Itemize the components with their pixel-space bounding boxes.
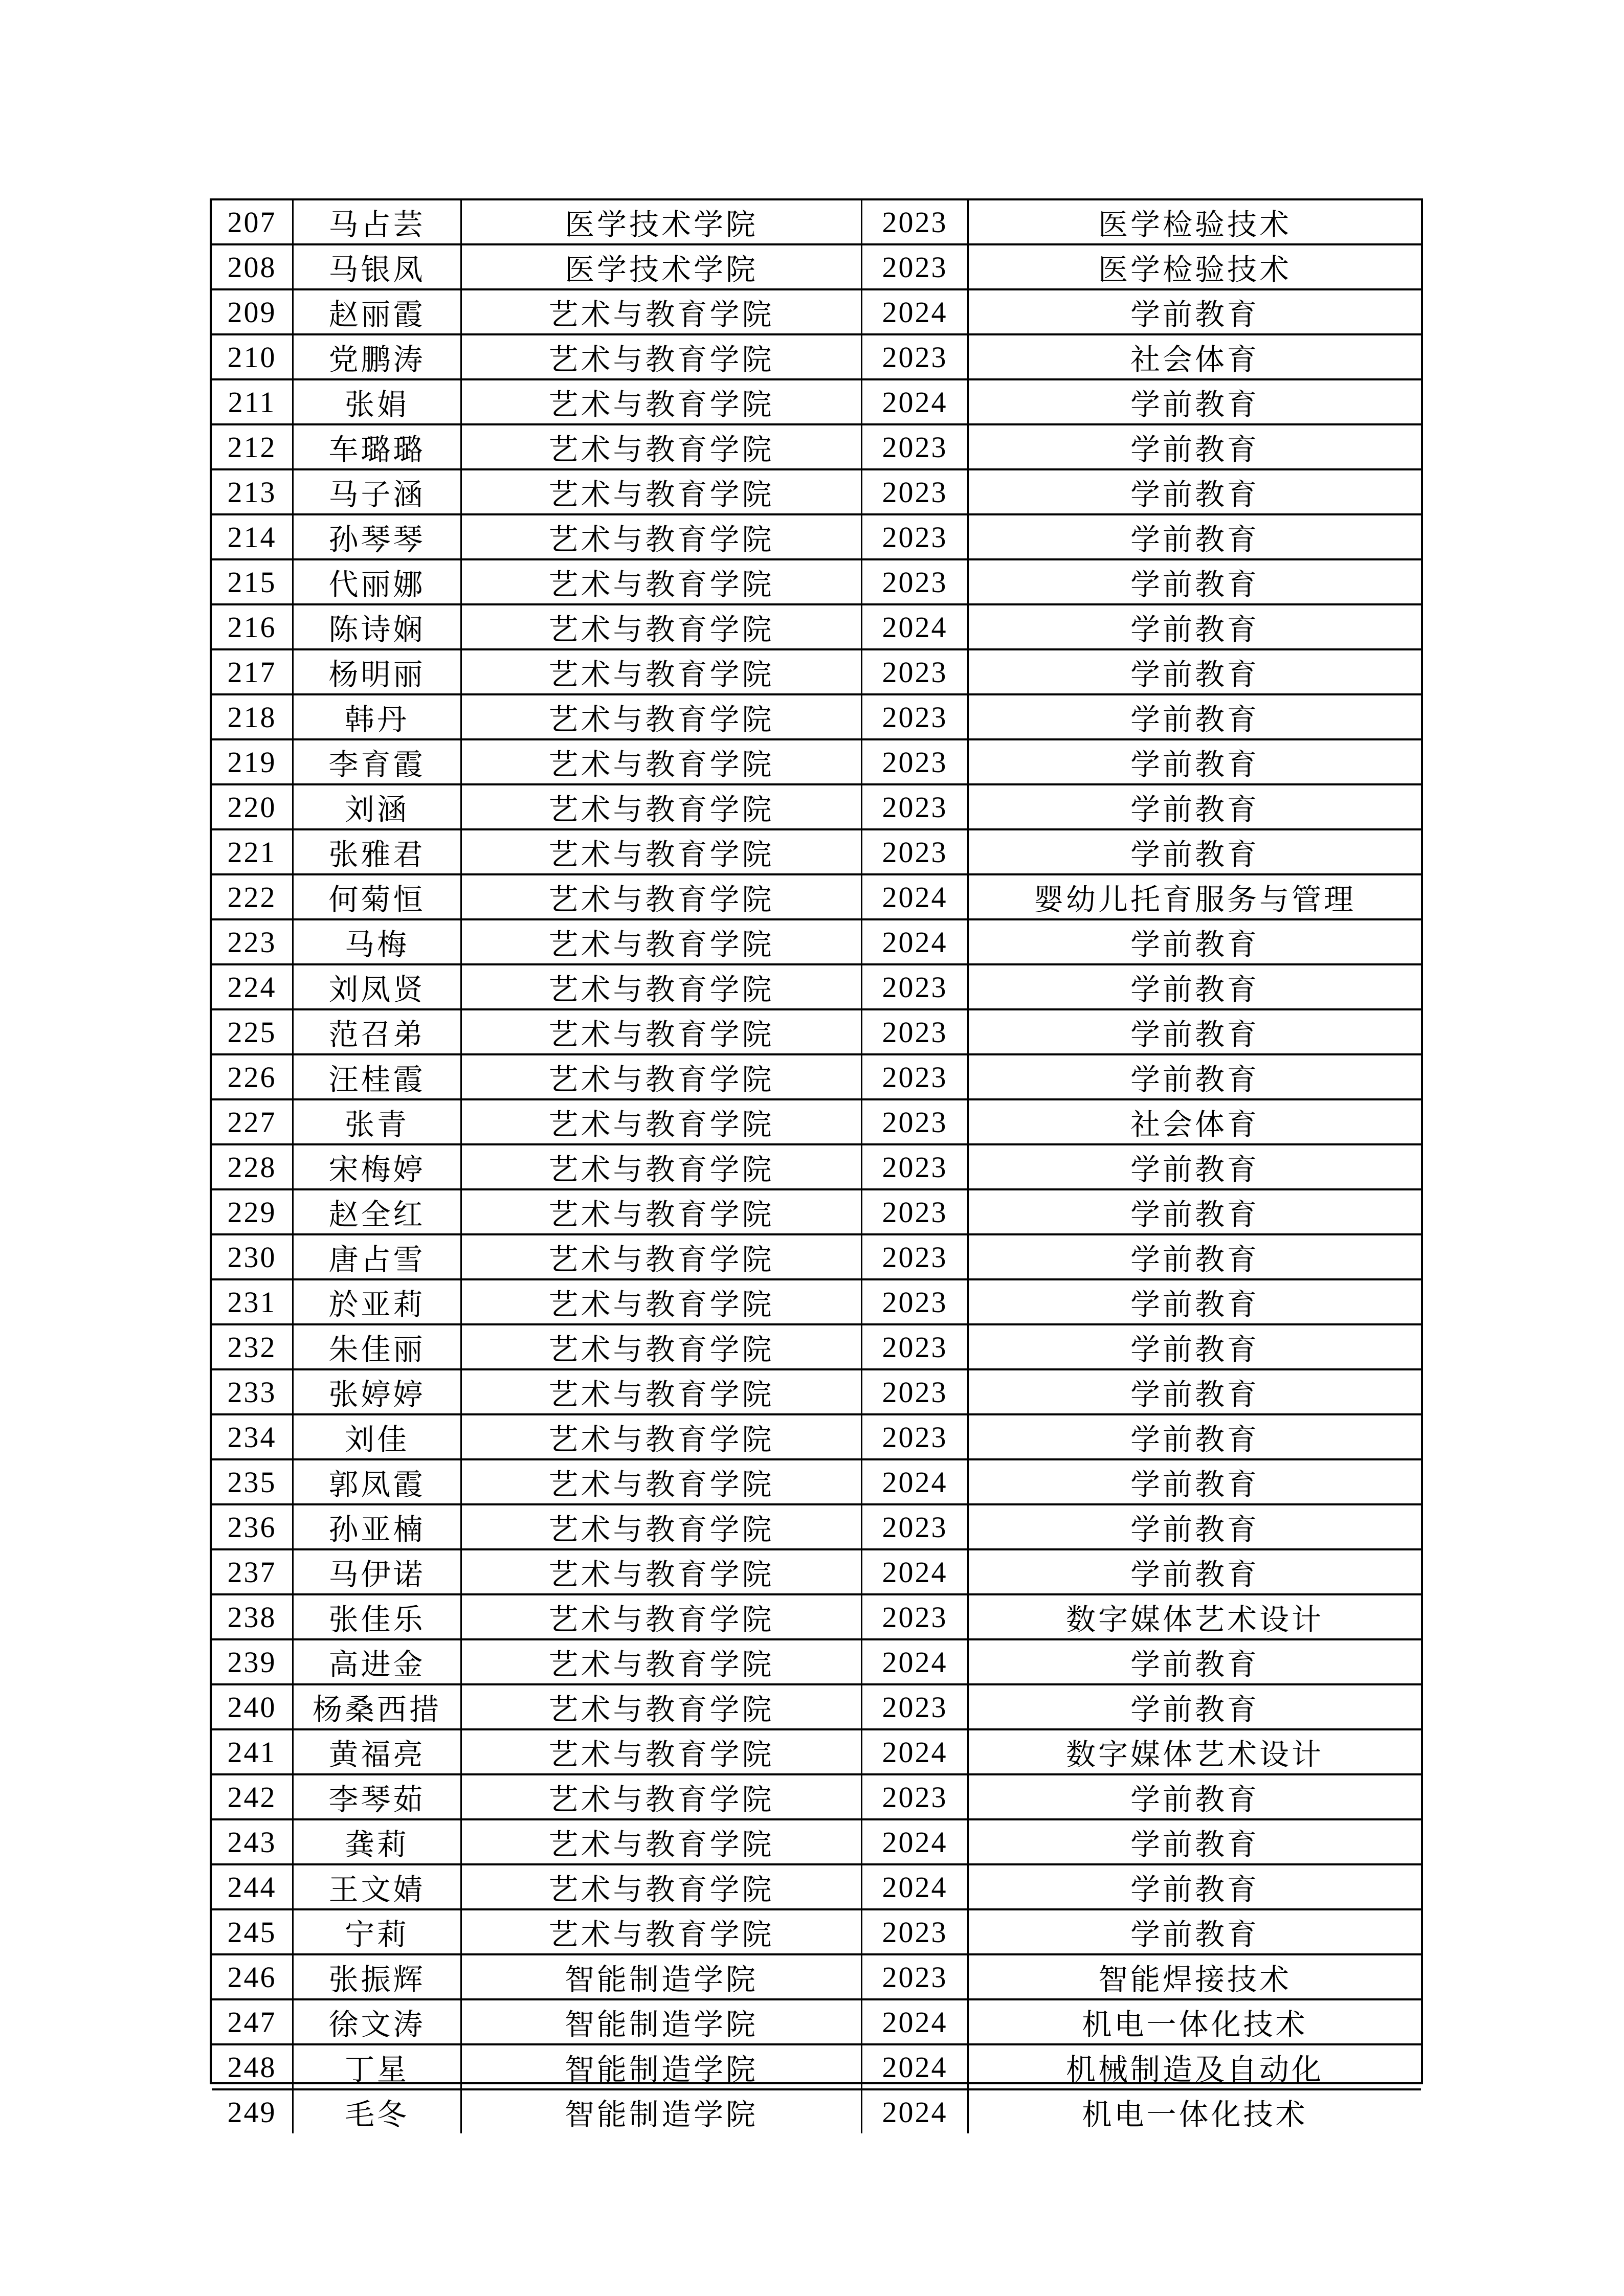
cell-major: 学前教育 bbox=[1130, 478, 1259, 511]
cell-college: 艺术与教育学院 bbox=[462, 335, 862, 378]
cell-major: 学前教育 bbox=[1130, 433, 1259, 466]
cell-index: 244 bbox=[212, 1865, 294, 1908]
cell-name: 郭凤霞 bbox=[294, 1460, 462, 1503]
cell-year: 2023 bbox=[862, 650, 969, 693]
cell-index: 213 bbox=[212, 470, 294, 513]
table-row bbox=[212, 1505, 1421, 1550]
cell-name: 宋梅婷 bbox=[294, 1145, 462, 1188]
cell-name: 张娟 bbox=[294, 380, 462, 423]
table-row bbox=[212, 1145, 1421, 1190]
cell-index: 215 bbox=[212, 560, 294, 603]
table-row bbox=[212, 965, 1421, 1010]
cell-year: 2023 bbox=[862, 1910, 969, 1953]
cell-index: 233 bbox=[212, 1370, 294, 1413]
cell-index: 241 bbox=[212, 1730, 294, 1773]
cell-index: 212 bbox=[212, 425, 294, 468]
cell-name: 丁星 bbox=[294, 2045, 462, 2088]
cell-college: 艺术与教育学院 bbox=[462, 1415, 862, 1458]
cell-year: 2024 bbox=[862, 290, 969, 333]
cell-college: 艺术与教育学院 bbox=[462, 1100, 862, 1143]
cell-name: 张青 bbox=[294, 1100, 462, 1143]
cell-name: 马占芸 bbox=[294, 200, 462, 243]
cell-year: 2024 bbox=[862, 1640, 969, 1683]
cell-year: 2023 bbox=[862, 785, 969, 828]
roster-table bbox=[210, 198, 1423, 2131]
table-row bbox=[212, 1640, 1421, 1685]
cell-index: 223 bbox=[212, 920, 294, 963]
cell-name: 王文婧 bbox=[294, 1865, 462, 1908]
cell-year: 2023 bbox=[862, 1415, 969, 1458]
cell-college: 智能制造学院 bbox=[462, 1955, 862, 1998]
cell-year: 2023 bbox=[862, 1505, 969, 1548]
cell-major: 医学检验技术 bbox=[1098, 208, 1292, 241]
cell-index: 216 bbox=[212, 605, 294, 648]
cell-major: 学前教育 bbox=[1130, 1333, 1259, 1366]
table-row bbox=[212, 695, 1421, 740]
cell-name: 何菊恒 bbox=[294, 875, 462, 918]
table-row bbox=[212, 1595, 1421, 1640]
table-row bbox=[212, 2090, 1421, 2133]
table-row bbox=[212, 335, 1421, 380]
cell-college: 艺术与教育学院 bbox=[462, 1460, 862, 1503]
cell-index: 217 bbox=[212, 650, 294, 693]
cell-index: 211 bbox=[212, 380, 294, 423]
cell-year: 2023 bbox=[862, 1325, 969, 1368]
cell-college: 艺术与教育学院 bbox=[462, 1820, 862, 1863]
cell-index: 234 bbox=[212, 1415, 294, 1458]
cell-college: 艺术与教育学院 bbox=[462, 560, 862, 603]
table-row bbox=[212, 1910, 1421, 1955]
cell-index: 249 bbox=[212, 2090, 294, 2133]
cell-year: 2023 bbox=[862, 560, 969, 603]
cell-index: 221 bbox=[212, 830, 294, 873]
cell-index: 240 bbox=[212, 1685, 294, 1728]
cell-major: 学前教育 bbox=[1130, 748, 1259, 781]
cell-year: 2023 bbox=[862, 1190, 969, 1233]
cell-name: 杨桑西措 bbox=[294, 1685, 462, 1728]
cell-year: 2023 bbox=[862, 1685, 969, 1728]
table-row bbox=[212, 875, 1421, 920]
cell-major: 学前教育 bbox=[1130, 793, 1259, 826]
cell-year: 2024 bbox=[862, 380, 969, 423]
cell-name: 孙亚楠 bbox=[294, 1505, 462, 1548]
cell-college: 艺术与教育学院 bbox=[462, 1325, 862, 1368]
cell-name: 朱佳丽 bbox=[294, 1325, 462, 1368]
table-row bbox=[212, 2000, 1421, 2045]
cell-major: 学前教育 bbox=[1130, 1783, 1259, 1816]
cell-year: 2023 bbox=[862, 695, 969, 738]
cell-college: 艺术与教育学院 bbox=[462, 1055, 862, 1098]
cell-name: 车璐璐 bbox=[294, 425, 462, 468]
table-row bbox=[212, 1730, 1421, 1775]
cell-index: 247 bbox=[212, 2000, 294, 2043]
cell-year: 2023 bbox=[862, 1955, 969, 1998]
cell-major: 学前教育 bbox=[1130, 568, 1259, 601]
cell-major: 智能焊接技术 bbox=[1098, 1963, 1292, 1996]
table-row bbox=[212, 1865, 1421, 1910]
cell-college: 艺术与教育学院 bbox=[462, 1235, 862, 1278]
cell-year: 2024 bbox=[862, 920, 969, 963]
table-row bbox=[212, 830, 1421, 875]
table-row bbox=[212, 2045, 1421, 2090]
cell-year: 2024 bbox=[862, 1460, 969, 1503]
cell-name: 徐文涛 bbox=[294, 2000, 462, 2043]
cell-year: 2023 bbox=[862, 1055, 969, 1098]
cell-name: 唐占雪 bbox=[294, 1235, 462, 1278]
cell-name: 马子涵 bbox=[294, 470, 462, 513]
cell-major: 社会体育 bbox=[1130, 1108, 1259, 1141]
cell-name: 於亚莉 bbox=[294, 1280, 462, 1323]
cell-college: 艺术与教育学院 bbox=[462, 695, 862, 738]
cell-year: 2023 bbox=[862, 470, 969, 513]
table-row bbox=[212, 1190, 1421, 1235]
table-row bbox=[212, 1280, 1421, 1325]
cell-major: 学前教育 bbox=[1130, 1513, 1259, 1546]
cell-major: 婴幼儿托育服务与管理 bbox=[1033, 883, 1356, 916]
cell-index: 214 bbox=[212, 515, 294, 558]
cell-major: 学前教育 bbox=[1130, 523, 1259, 556]
table-row bbox=[212, 425, 1421, 470]
cell-major: 学前教育 bbox=[1130, 1423, 1259, 1456]
cell-name: 党鹏涛 bbox=[294, 335, 462, 378]
cell-name: 张佳乐 bbox=[294, 1595, 462, 1638]
cell-name: 杨明丽 bbox=[294, 650, 462, 693]
cell-index: 218 bbox=[212, 695, 294, 738]
cell-index: 222 bbox=[212, 875, 294, 918]
cell-year: 2024 bbox=[862, 2090, 969, 2133]
cell-college: 艺术与教育学院 bbox=[462, 1280, 862, 1323]
cell-name: 龚莉 bbox=[294, 1820, 462, 1863]
cell-name: 李琴茹 bbox=[294, 1775, 462, 1818]
cell-major: 机械制造及自动化 bbox=[1065, 2053, 1324, 2086]
cell-major: 学前教育 bbox=[1130, 1378, 1259, 1411]
cell-major: 学前教育 bbox=[1130, 388, 1259, 421]
cell-name: 张婷婷 bbox=[294, 1370, 462, 1413]
cell-year: 2023 bbox=[862, 1100, 969, 1143]
table-row bbox=[212, 470, 1421, 515]
cell-college: 艺术与教育学院 bbox=[462, 605, 862, 648]
cell-index: 226 bbox=[212, 1055, 294, 1098]
table-row bbox=[212, 920, 1421, 965]
cell-college: 艺术与教育学院 bbox=[462, 830, 862, 873]
cell-index: 237 bbox=[212, 1550, 294, 1593]
cell-name: 范召弟 bbox=[294, 1010, 462, 1053]
cell-name: 马梅 bbox=[294, 920, 462, 963]
cell-major: 学前教育 bbox=[1130, 838, 1259, 871]
cell-major: 学前教育 bbox=[1130, 1558, 1259, 1591]
cell-college: 艺术与教育学院 bbox=[462, 785, 862, 828]
cell-college: 艺术与教育学院 bbox=[462, 1190, 862, 1233]
cell-year: 2023 bbox=[862, 425, 969, 468]
cell-index: 248 bbox=[212, 2045, 294, 2088]
cell-year: 2023 bbox=[862, 1235, 969, 1278]
cell-year: 2024 bbox=[862, 2045, 969, 2088]
table-row bbox=[212, 1055, 1421, 1100]
table-row bbox=[212, 785, 1421, 830]
cell-major: 学前教育 bbox=[1130, 613, 1259, 646]
table-row bbox=[212, 290, 1421, 335]
cell-index: 225 bbox=[212, 1010, 294, 1053]
table-row bbox=[212, 1955, 1421, 2000]
cell-major: 学前教育 bbox=[1130, 1198, 1259, 1231]
table-row bbox=[212, 200, 1421, 245]
table-row bbox=[212, 1100, 1421, 1145]
cell-major: 学前教育 bbox=[1130, 1288, 1259, 1321]
cell-major: 学前教育 bbox=[1130, 658, 1259, 691]
cell-name: 宁莉 bbox=[294, 1910, 462, 1953]
cell-name: 黄福亮 bbox=[294, 1730, 462, 1773]
cell-major: 学前教育 bbox=[1130, 1648, 1259, 1681]
cell-major: 学前教育 bbox=[1130, 928, 1259, 961]
cell-name: 刘涵 bbox=[294, 785, 462, 828]
cell-college: 智能制造学院 bbox=[462, 2090, 862, 2133]
cell-college: 艺术与教育学院 bbox=[462, 920, 862, 963]
cell-year: 2023 bbox=[862, 1595, 969, 1638]
cell-major: 学前教育 bbox=[1130, 1693, 1259, 1726]
cell-college: 艺术与教育学院 bbox=[462, 1550, 862, 1593]
table-row bbox=[212, 1010, 1421, 1055]
cell-college: 艺术与教育学院 bbox=[462, 875, 862, 918]
cell-college: 医学技术学院 bbox=[462, 200, 862, 243]
cell-major: 学前教育 bbox=[1130, 1018, 1259, 1051]
table-row bbox=[212, 560, 1421, 605]
table-row bbox=[212, 380, 1421, 425]
cell-major: 医学检验技术 bbox=[1098, 253, 1292, 286]
cell-year: 2023 bbox=[862, 1370, 969, 1413]
cell-index: 238 bbox=[212, 1595, 294, 1638]
table-row bbox=[212, 740, 1421, 785]
cell-index: 246 bbox=[212, 1955, 294, 1998]
cell-year: 2023 bbox=[862, 1145, 969, 1188]
cell-index: 219 bbox=[212, 740, 294, 783]
cell-index: 228 bbox=[212, 1145, 294, 1188]
cell-college: 艺术与教育学院 bbox=[462, 1370, 862, 1413]
cell-major: 学前教育 bbox=[1130, 1243, 1259, 1276]
cell-year: 2023 bbox=[862, 515, 969, 558]
cell-name: 孙琴琴 bbox=[294, 515, 462, 558]
cell-name: 刘凤贤 bbox=[294, 965, 462, 1008]
cell-index: 229 bbox=[212, 1190, 294, 1233]
cell-index: 210 bbox=[212, 335, 294, 378]
table-row bbox=[212, 1775, 1421, 1820]
cell-year: 2024 bbox=[862, 1865, 969, 1908]
cell-college: 艺术与教育学院 bbox=[462, 1640, 862, 1683]
cell-major: 学前教育 bbox=[1130, 1918, 1259, 1951]
cell-college: 艺术与教育学院 bbox=[462, 1010, 862, 1053]
cell-index: 236 bbox=[212, 1505, 294, 1548]
cell-year: 2023 bbox=[862, 200, 969, 243]
cell-college: 艺术与教育学院 bbox=[462, 1910, 862, 1953]
cell-college: 艺术与教育学院 bbox=[462, 740, 862, 783]
cell-major: 学前教育 bbox=[1130, 298, 1259, 331]
cell-name: 刘佳 bbox=[294, 1415, 462, 1458]
cell-college: 艺术与教育学院 bbox=[462, 1730, 862, 1773]
table-row bbox=[212, 1550, 1421, 1595]
cell-major: 数字媒体艺术设计 bbox=[1065, 1738, 1324, 1771]
cell-year: 2023 bbox=[862, 1775, 969, 1818]
table-row bbox=[212, 1460, 1421, 1505]
cell-name: 高进金 bbox=[294, 1640, 462, 1683]
cell-major: 学前教育 bbox=[1130, 973, 1259, 1006]
table-row bbox=[212, 515, 1421, 560]
table-row bbox=[212, 650, 1421, 695]
cell-college: 艺术与教育学院 bbox=[462, 1775, 862, 1818]
cell-name: 赵丽霞 bbox=[294, 290, 462, 333]
cell-index: 232 bbox=[212, 1325, 294, 1368]
cell-college: 艺术与教育学院 bbox=[462, 1865, 862, 1908]
cell-major: 机电一体化技术 bbox=[1082, 2008, 1308, 2041]
cell-index: 239 bbox=[212, 1640, 294, 1683]
cell-major: 学前教育 bbox=[1130, 1153, 1259, 1186]
cell-major: 社会体育 bbox=[1130, 343, 1259, 376]
cell-college: 艺术与教育学院 bbox=[462, 1685, 862, 1728]
table-row bbox=[212, 1820, 1421, 1865]
cell-year: 2024 bbox=[862, 1820, 969, 1863]
cell-college: 艺术与教育学院 bbox=[462, 1505, 862, 1548]
cell-index: 209 bbox=[212, 290, 294, 333]
cell-name: 汪桂霞 bbox=[294, 1055, 462, 1098]
cell-name: 代丽娜 bbox=[294, 560, 462, 603]
cell-college: 智能制造学院 bbox=[462, 2000, 862, 2043]
cell-year: 2023 bbox=[862, 1280, 969, 1323]
table-row bbox=[212, 1325, 1421, 1370]
cell-year: 2023 bbox=[862, 830, 969, 873]
cell-index: 208 bbox=[212, 245, 294, 288]
cell-name: 张雅君 bbox=[294, 830, 462, 873]
cell-college: 艺术与教育学院 bbox=[462, 1595, 862, 1638]
cell-major: 数字媒体艺术设计 bbox=[1065, 1603, 1324, 1636]
cell-college: 艺术与教育学院 bbox=[462, 425, 862, 468]
table-row bbox=[212, 1415, 1421, 1460]
cell-major: 学前教育 bbox=[1130, 1063, 1259, 1096]
cell-major: 学前教育 bbox=[1130, 703, 1259, 736]
cell-year: 2023 bbox=[862, 1010, 969, 1053]
cell-index: 220 bbox=[212, 785, 294, 828]
cell-name: 马银凤 bbox=[294, 245, 462, 288]
cell-index: 245 bbox=[212, 1910, 294, 1953]
cell-name: 毛冬 bbox=[294, 2090, 462, 2133]
cell-index: 242 bbox=[212, 1775, 294, 1818]
cell-name: 李育霞 bbox=[294, 740, 462, 783]
cell-college: 医学技术学院 bbox=[462, 245, 862, 288]
table-row bbox=[212, 245, 1421, 290]
cell-name: 赵全红 bbox=[294, 1190, 462, 1233]
cell-year: 2024 bbox=[862, 1730, 969, 1773]
cell-year: 2024 bbox=[862, 605, 969, 648]
cell-major: 学前教育 bbox=[1130, 1828, 1259, 1861]
cell-year: 2023 bbox=[862, 965, 969, 1008]
cell-name: 韩丹 bbox=[294, 695, 462, 738]
cell-college: 艺术与教育学院 bbox=[462, 965, 862, 1008]
cell-index: 224 bbox=[212, 965, 294, 1008]
cell-year: 2023 bbox=[862, 335, 969, 378]
cell-college: 艺术与教育学院 bbox=[462, 470, 862, 513]
table-row bbox=[212, 1370, 1421, 1415]
cell-college: 智能制造学院 bbox=[462, 2045, 862, 2088]
cell-index: 243 bbox=[212, 1820, 294, 1863]
table-row bbox=[212, 1685, 1421, 1730]
cell-major: 学前教育 bbox=[1130, 1468, 1259, 1501]
table-row bbox=[212, 1235, 1421, 1280]
table-row bbox=[212, 605, 1421, 650]
cell-index: 207 bbox=[212, 200, 294, 243]
cell-index: 230 bbox=[212, 1235, 294, 1278]
cell-name: 马伊诺 bbox=[294, 1550, 462, 1593]
cell-college: 艺术与教育学院 bbox=[462, 380, 862, 423]
cell-college: 艺术与教育学院 bbox=[462, 1145, 862, 1188]
cell-name: 陈诗娴 bbox=[294, 605, 462, 648]
cell-year: 2024 bbox=[862, 2000, 969, 2043]
cell-year: 2024 bbox=[862, 1550, 969, 1593]
cell-index: 235 bbox=[212, 1460, 294, 1503]
cell-index: 227 bbox=[212, 1100, 294, 1143]
cell-year: 2023 bbox=[862, 740, 969, 783]
cell-major: 学前教育 bbox=[1130, 1873, 1259, 1906]
cell-major: 机电一体化技术 bbox=[1082, 2098, 1308, 2131]
cell-name: 张振辉 bbox=[294, 1955, 462, 1998]
cell-college: 艺术与教育学院 bbox=[462, 515, 862, 558]
cell-year: 2023 bbox=[862, 245, 969, 288]
cell-index: 231 bbox=[212, 1280, 294, 1323]
cell-college: 艺术与教育学院 bbox=[462, 650, 862, 693]
cell-year: 2024 bbox=[862, 875, 969, 918]
cell-college: 艺术与教育学院 bbox=[462, 290, 862, 333]
